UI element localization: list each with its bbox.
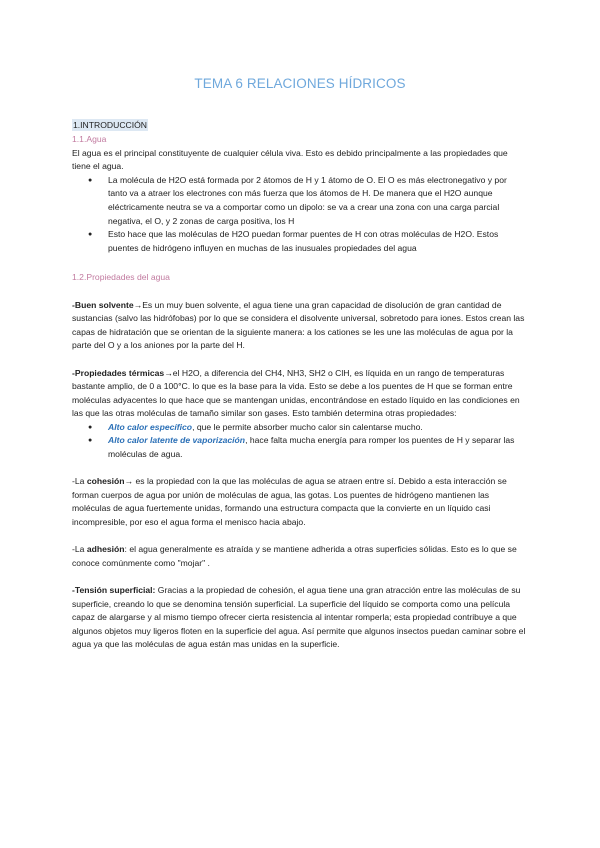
- text-propiedades-termicas: →el H2O, a diferencia del CH4, NH3, SH2 o ClH, es líquida en un rango de temperaturas bastante amplio, de 0 a 100°C. lo que es la base para la vida. Esto se debe a los puentes de H que se forman entre moléculas adyacentes lo que hace que se mantengan unidas, encontrándose en estado líquido en las condiciones en las que las otras moléculas de tamaño similar son gases. Esto también determina otras propiedades:: [72, 367, 520, 419]
- list-item: [108, 434, 528, 461]
- paragraph-tension-superficial: [72, 584, 528, 652]
- text-calor-latente: , hace falta mucha energía para romper los puentes de H y separar las moléculas de agua.: [108, 435, 515, 460]
- text-cohesion: → es la propiedad con la que las moléculas de agua se atraen entre sí. Debido a esta interacción se forman cuerpos de agua por unión de moléculas de agua, las gotas. Los puentes de hidrógeno mantienen las moléculas de agua fuertemente unidas, formando una estructura compacta que la convierte en un líquido casi incompresible, por eso el agua forma el menisco hacia abajo.: [72, 476, 507, 528]
- text-calor-especifico: , que le permite absorber mucho calor sin calentarse mucho.: [192, 421, 423, 432]
- paragraph-cohesion: [72, 475, 528, 529]
- prefix-adhesion: -La: [72, 544, 87, 555]
- term-propiedades-termicas: -Propiedades térmicas: [72, 367, 165, 378]
- text-buen-solvente: →Es un muy buen solvente, el agua tiene una gran capacidad de disolución de gran cantidad de sustancias (salvo las hidrófobas) por lo que se considera el disolvente universal, sobretodo para iones. Estos crean las capas de hidratación que se orientan de la siguiente manera: a los cationes se les une las moléculas de agua por la parte del O y a los aniones por la parte del H.: [72, 299, 525, 351]
- text-adhesion: : el agua generalmente es atraída y se mantiene adherida a otras superficies sólidas. Esto es lo que se conoce comúnmente como "mojar" .: [72, 544, 517, 568]
- paragraph-adhesion: [72, 543, 528, 570]
- term-calor-especifico: Alto calor específico: [108, 421, 193, 432]
- text-tension-superficial: Gracias a la propiedad de cohesión, el agua tiene una gran atracción entre las moléculas de su superficie, creando lo que se denomina tensión superficial. La superficie del líquido se comporta como una película capaz de alargarse y al mismo tiempo ofrecer cierta resistencia al intentar romperla; esta propiedad contribuye a que algunos objetos muy ligeros floten en la superficie del agua. Así permite que algunos insectos puedan caminar sobre el agua ya que las moléculas de agua están mas unidas en la superficie.: [72, 585, 526, 650]
- intro-paragraph: El agua es el principal constituyente de cualquier célula viva. Esto es debido principalmente a las propiedades que tiene el agua.: [72, 147, 508, 172]
- term-buen-solvente: -Buen solvente: [72, 299, 134, 310]
- list-item: [108, 421, 528, 435]
- subheading-agua: 1.1.Agua: [72, 134, 107, 144]
- subheading-propiedades: 1.2.Propiedades del agua: [72, 272, 170, 283]
- intro-bullet-list: [72, 174, 528, 256]
- term-calor-latente: Alto calor latente de vaporización: [108, 435, 246, 446]
- list-item: ● La molécula de H2O está formada por 2 átomos de H y 1 átomo de O. El O es más electronegativo y por tanto va a atraer los electrones con más fuerza que los átomos de H. De manera que el H2O aunque eléctricamente neutra se va a comportar como un dipolo: se va a crear una zona con una carga parcial negativa, el O, y 2 zonas de carga positiva, los H: [108, 174, 528, 228]
- paragraph-propiedades-termicas: [72, 367, 528, 421]
- section-heading-introduccion: 1.INTRODUCCIÓN: [73, 120, 148, 130]
- term-adhesion: adhesión: [86, 544, 125, 555]
- paragraph-buen-solvente: [72, 299, 528, 353]
- term-cohesion: cohesión: [86, 476, 125, 487]
- prefix-cohesion: -La: [72, 476, 87, 487]
- term-tension-superficial: -Tensión superficial:: [72, 585, 156, 595]
- document-title: TEMA 6 RELACIONES HÍDRICOS: [194, 76, 406, 91]
- termicas-bullet-list: [72, 421, 528, 462]
- list-item: ● Esto hace que las moléculas de H2O puedan formar puentes de H con otras moléculas de H2O. Estos puentes de hidrógeno influyen en muchas de las inusuales propiedades del agua: [108, 228, 528, 255]
